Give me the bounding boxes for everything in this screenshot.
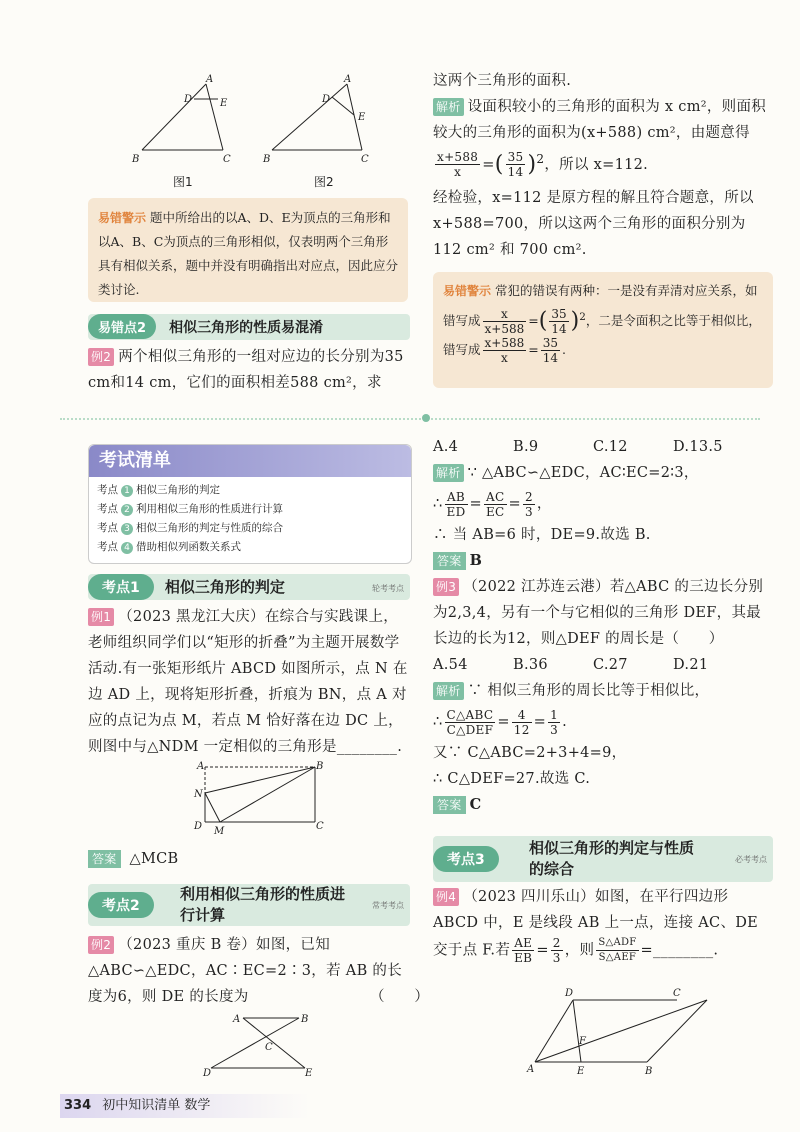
example-4-text: （2023 四川乐山）如图，在平行四边形 ABCD 中，E 是线段 AB 上一点，连接 AC、DE 交于点 F.若 [433,889,759,959]
kd1-title: 相似三角形的判定 [164,578,285,596]
checklist-item: 考点 3 相似三角形的判定与性质的综合 [97,522,283,534]
svg-text:F: F [579,1036,586,1047]
section-divider [60,418,760,420]
equation-fraction: $\frac{x+588}{x}$ [437,150,479,180]
svg-text:B: B [263,154,271,165]
analysis-text: 设面积较小的三角形的面积为 x cm²，则面积较大的三角形的面积为(x+588) cm²，由题意得 [433,99,767,141]
answer-tag-2: 答案 [433,552,466,570]
wrong-ratio-1: $\frac{35}{14}$ [551,307,567,337]
line-1: 这两个三角形的面积. [433,73,572,89]
warning-box-1 [88,198,408,302]
svg-text:C: C [673,988,681,999]
example-text: 两个相似三角形的一组对应边的长分别为35 cm和14 cm，它们的面积相差588 cm²，求 [88,349,404,391]
figure-1 [131,74,231,165]
check-text: 经检验，x=112 是原方程的解且符合题意，所以 x+588=700，所以这两个三角形的面积分别为 112 cm² 和 700 cm². [433,190,754,259]
error-point-header [88,314,410,340]
svg-text:B: B [645,1066,653,1077]
footer-bar [60,1094,310,1118]
analysis-3-line-3: 又∵ C△ABC=2+3+4=9， [433,745,627,761]
answer-value-2: B [469,552,483,569]
kd3-badge: 考点3 [433,846,499,872]
checklist-items [89,477,411,561]
analysis-line-3: ∴ 当 AB=6 时，DE=9.故选 B. [433,527,651,543]
ratio-fraction: $\frac{35}{14}$ [507,150,524,180]
analysis-3-line-1: ∵ 相似三角形的周长比等于相似比， [467,683,710,699]
right-mid-block [433,434,773,818]
example-4-tag: 例4 [433,888,459,906]
warning-text-2b: ，二是令面积之比等于相似比，错写成 [443,313,761,358]
svg-text:C: C [223,154,231,165]
svg-text:E: E [577,1066,585,1077]
svg-text:A: A [206,74,214,85]
bowtie-figure [195,1008,325,1078]
svg-text:D: D [203,1068,212,1078]
svg-text:C: C [316,821,324,832]
svg-text:D: D [184,94,193,105]
svg-text:B: B [132,154,140,165]
example-3-tag: 例3 [433,578,459,596]
error-point-badge: 易错点2 [88,314,156,339]
analysis-tag: 解析 [433,98,464,116]
parallelogram-figure [525,984,715,1079]
options-1: A.4 B.9 C.12 D.13.5 [433,439,723,455]
example-1-tag: 例1 [88,608,114,626]
kd3-note: 必考考点 [735,855,767,864]
svg-text:C: C [265,1042,273,1053]
kd3-title: 相似三角形的判定与性质 的综合 [529,839,695,878]
svg-text:B: B [301,1014,309,1025]
rectangle-figure [185,757,335,837]
checklist-title: 考试清单 [99,450,171,471]
answer-tag-3: 答案 [433,796,466,814]
fraction-line: ∴ $\frac{AB}{ED}$ = $\frac{AC}{EC}$ = $\frac{2}{3}$ ， [433,489,552,519]
example-4: 例4 （2023 四川乐山）如图，在平行四边形 ABCD 中，E 是线段 AB 上一点，连接 AC、DE 交于点 F.若 $\frac{AE}{EB}$ = $\frac{2}{3}$ ，则 $\frac{\text{S△ADF}}{\text{S△AEF}}$ =________. [433,889,759,965]
kd1-answer-tag: 答案 [88,850,121,868]
svg-text:A: A [197,761,205,772]
options-2: A.54 B.36 C.27 D.21 [433,657,709,673]
svg-text:E: E [358,112,366,123]
checklist-item: 考点 1 相似三角形的判定 [97,484,220,496]
svg-text:E: E [305,1068,313,1078]
warning-title: 易错警示 [98,211,147,225]
kd2-answer-blank: （ ） [370,989,430,1005]
wrong-fraction-2: $\frac{x+588}{x}$ [484,336,525,366]
checklist-item: 考点 2 利用相似三角形的性质进行计算 [97,503,283,515]
warning-title-2: 易错警示 [443,284,492,298]
equation-tail: ，所以 x=112. [544,156,649,173]
warning-box-2: 易错警示 常犯的错误有两种：一是没有弄清对应关系，如错写成 $\frac{x}{x+588}$ =( $\frac{35}{14}$ )$^2$，二是令面积之比等于相似比，错写成 $\frac{x+588}{x}$ = $\frac{35}{14}$ . [433,272,773,388]
example-3-text: （2022 江苏连云港）若△ABC 的三边长分别为2,3,4，另有一个与它相似的三角形 DEF，其最长边的长为12，则△DEF 的周长是（ ） [433,579,764,647]
kd2-title: 利用相似三角形的性质进行计算 [180,885,346,924]
wrong-ratio-2: $\frac{35}{14}$ [542,336,559,366]
example-tag: 例2 [88,348,114,366]
fraction-line-3: ∴ $\frac{\text{C△ABC}}{\text{C△DEF}}$ = $\frac{4}{12}$ = $\frac{1}{3}$ . [433,707,567,737]
analysis-tag-3: 解析 [433,682,464,700]
kd3-header [433,836,773,882]
kd1-answer [88,846,178,872]
fig2-label: 图2 [314,175,334,189]
svg-text:D: D [194,821,203,832]
svg-text:E: E [220,98,228,109]
checklist-item: 考点 4 借助相似列函数关系式 [97,541,241,553]
example-2b-text: （2023 重庆 B 卷）如图，已知△ABC∽△EDC，AC∶EC=2∶3，若 AB 的长度为6，则 DE 的长度为 [88,937,403,1005]
top-right-block: 这两个三角形的面积. 解析 设面积较小的三角形的面积为 x cm²，则面积较大的三角形的面积为(x+588) cm²，由题意得 $\frac{x+588}{x}$ =( $\frac{35}{14}$ )$^2$，所以 x=112. 经检验，x=112 是原方程的解且符合题意，所以 x+588=700，所以这两个三角形的面积分别为 112 cm² 和 700 cm². [433,68,773,263]
analysis-3-line-4: ∴ C△DEF=27.故选 C. [433,771,591,787]
svg-text:D: D [565,988,574,999]
exam-checklist [88,444,412,564]
kd1-badge: 考点1 [88,574,154,600]
svg-text:C: C [361,154,369,165]
footer-title: 初中知识清单 数学 [102,1098,211,1113]
kd1-note: 轮考考点 [372,584,404,593]
error-point-title: 相似三角形的性质易混淆 [169,320,324,336]
top-figures [120,70,390,180]
example-2-top [88,344,410,396]
warning-text-2a: 常犯的错误有两种：一是没有弄清对应关系，如错写成 [443,283,758,329]
analysis-tag-2: 解析 [433,464,464,482]
example-2-bottom [88,932,410,1010]
example-2b-tag: 例2 [88,936,114,954]
figure-2 [262,74,369,165]
svg-text:A: A [233,1014,241,1025]
svg-text:B: B [316,761,324,772]
kd1-header [88,574,410,600]
fig1-label: 图1 [173,175,193,189]
kd2-header [88,884,410,926]
svg-text:M: M [214,826,225,837]
answer-value-3: C [469,796,482,813]
svg-text:N: N [194,789,203,800]
kd2-note: 常考考点 [372,901,404,910]
svg-text:D: D [322,94,331,105]
svg-text:A: A [527,1064,535,1075]
example-1 [88,604,410,760]
warning-text: 题中所给出的以A、D、E为顶点的三角形和以A、B、C为顶点的三角形相似，仅表明两个三角形具有相似关系，题中并没有明确指出对应点，因此应分类讨论. [98,210,399,297]
checklist-header [89,445,411,477]
kd2-badge: 考点2 [88,892,154,918]
divider-dot [422,414,430,422]
example-1-text: （2023 黑龙江大庆）在综合与实践课上，老师组织同学们以“矩形的折叠”为主题开展数学活动.有一张矩形纸片 ABCD 如图所示，点 N 在边 AD 上，现将矩形折叠，折痕为 BN，点 A 对应的点记为点 M，若点 M 恰好落在边 DC 上，则图中与△NDM 一定相似的三角形是________. [88,609,408,755]
analysis-line-1: ∵ △ABC∽△EDC，AC∶EC=2∶3， [467,465,699,481]
svg-text:A: A [344,74,352,85]
kd1-answer-value: △MCB [129,851,179,867]
page-number: 334 [64,1098,92,1113]
wrong-fraction-1: $\frac{x}{x+588}$ [484,307,525,337]
